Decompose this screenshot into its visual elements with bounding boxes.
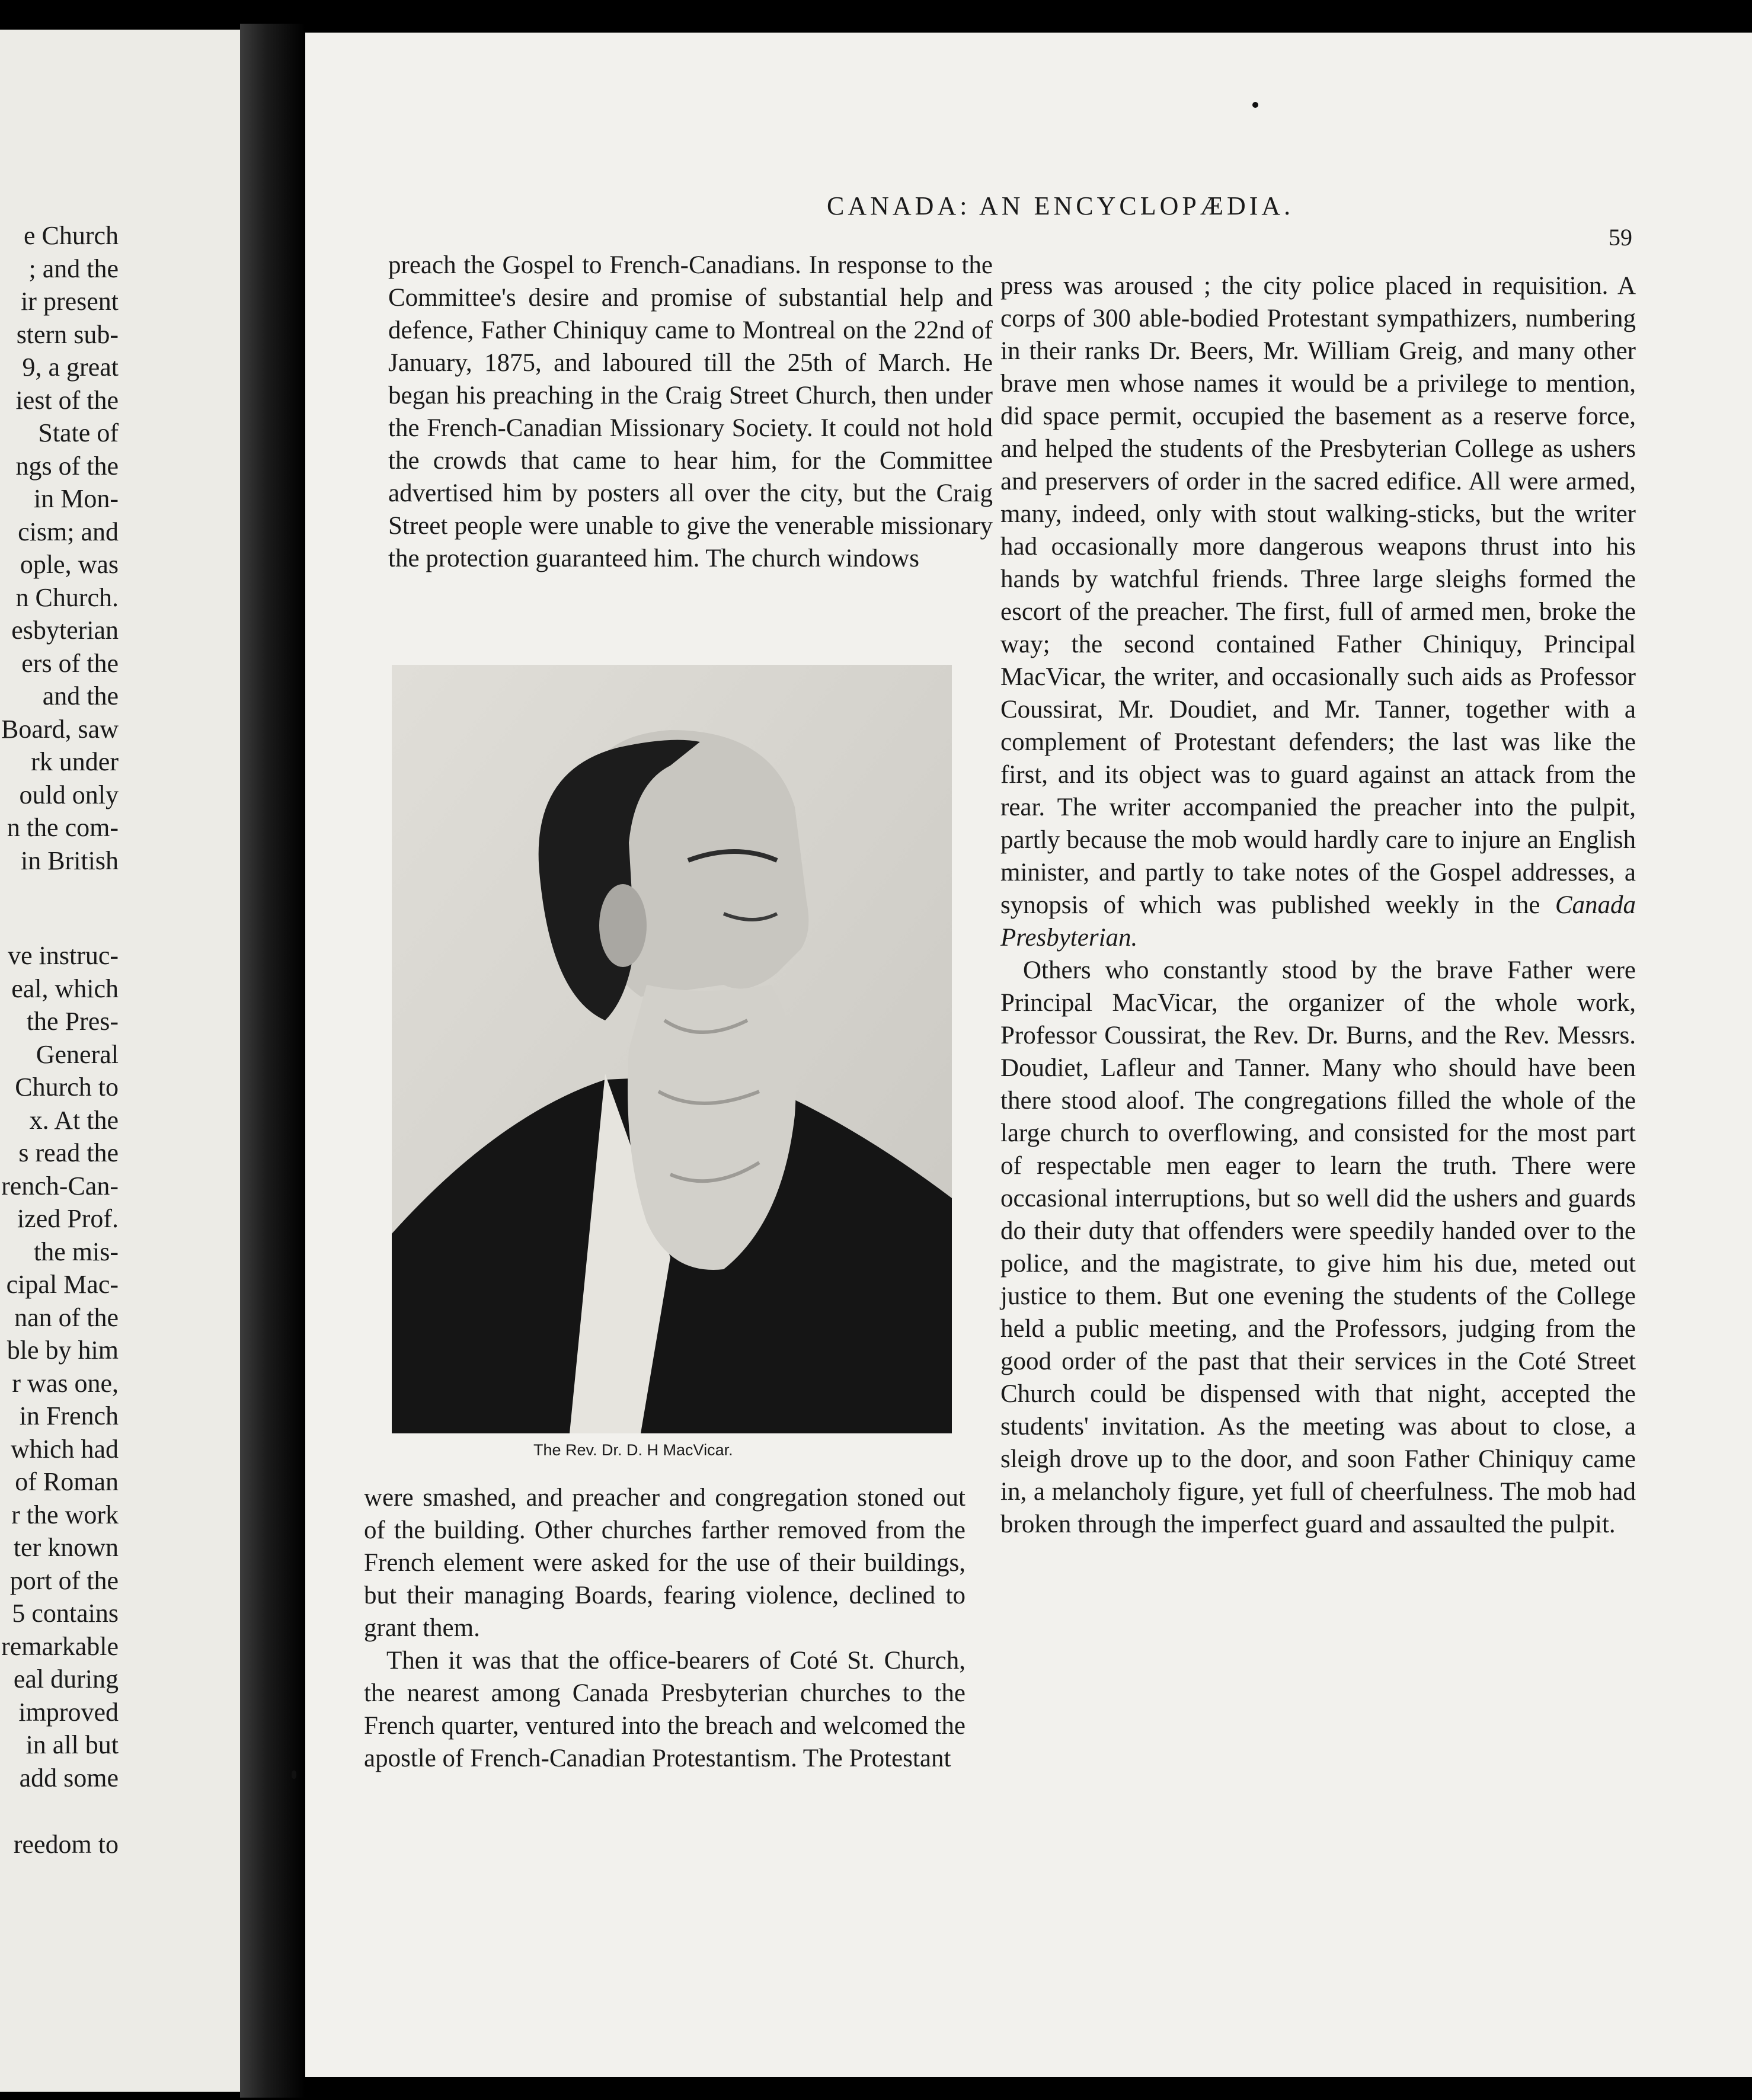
publication-title: Canada Presbyterian.	[1000, 891, 1636, 952]
ink-speck	[1252, 102, 1258, 108]
paragraph-text: press was aroused ; the city police placed in requisition. A corps of 300 able-bodied Protestant sympathizers, numbering in their ranks Dr. Beers, Mr. William Greig, and many other brave men whose names it would be a privilege to mention, did space permit, occupied the basement as a reserve force, and helped the students of the Presbyterian College as ushers and preservers of order in the sacred edifice. All were armed, many, indeed, only with stout walking-sticks, but the writer had occasionally more dangerous weapons thrust into his hands by watchful friends. Three large sleighs formed the escort of the preacher. The first, full of armed men, broke the way; the second contained Father Chiniquy, Principal MacVicar, the writer, and occasionally such aids as Professor Coussirat, Mr. Doudiet, and Mr. Tanner, together with a complement of Protestant defenders; the last was like the first, and its object was to guard against an attack from the rear. The writer accompanied the preacher into the pulpit, partly because the mob would hardly care to injure an English minister, and partly to take notes of the Gospel addresses, a synopsis of which was published weekly in the	[1000, 272, 1636, 919]
facing-page-text-lower: reedom to	[13, 1830, 119, 1859]
paragraph: Then it was that the office-bearers of Coté St. Church, the nearest among Canada Presbyterian churches to the French quarter, ventured into the breach and welcomed the apostle of French-Canadian Protestantism. The Protestant	[364, 1647, 965, 1772]
paragraph	[1000, 270, 1636, 954]
portrait-illustration	[392, 665, 952, 1433]
facing-page-text-middle: ve instruc- eal, which the Pres- General Church to x. At the s read the rench-Can- ized Prof. the mis- cipal Mac- nan of the ble by him r was one, in French which had of Roman r the work ter known port of the 5 contains remarkable eal during improved in all but add some	[1, 941, 119, 1792]
facing-page-fragment	[0, 30, 240, 2092]
column-left-top	[388, 249, 993, 575]
paragraph: preach the Gospel to French-Canadians. In response to the Committee's desire and promise of substantial help and defence, Father Chiniquy came to Montreal on the 22nd of January, 1875, and laboured till the 25th of March. He began his preaching in the Craig Street Church, then under the French-Canadian Missionary Society. It could not hold the crowds that came to hear him, for the Committee advertised him by posters all over the city, but the Craig Street people were unable to give the venerable missionary the protection guaranteed him. The church windows	[388, 251, 993, 572]
portrait-caption: The Rev. Dr. D. H MacVicar.	[533, 1441, 733, 1459]
column-right	[1000, 270, 1636, 1541]
column-left-bottom	[364, 1481, 965, 1775]
book-gutter-shadow	[240, 24, 305, 2098]
portrait-photo	[392, 665, 952, 1433]
running-title: CANADA: AN ENCYCLOPÆDIA.	[827, 191, 1294, 220]
ink-speck	[292, 1771, 296, 1779]
paragraph: Others who constantly stood by the brave Father were Principal MacVicar, the organizer of the whole work, Professor Coussirat, the Rev. Dr. Burns, and the Rev. Messrs. Doudiet, Lafleur and Tanner. Many who should have been there stood aloof. The congregations filled the whole of the large church to overflowing, and consisted for the most part of respectable men eager to learn the truth. There were occasional interruptions, but so well did the ushers and guards do their duty that offenders were speedily handed over to the police, and the magistrate, to give him his due, meted out justice to them. But one evening the students of the College held a public meeting, and the Professors, judging from the good order of the past that their services in the Coté Street Church could be dispensed with that night, accepted the students' invitation. As the meeting was about to close, a sleigh drove up to the door, and soon Father Chiniquy came in, a melancholy figure, yet full of cheerfulness. The mob had broken through the imperfect guard and assaulted the pulpit.	[1000, 956, 1636, 1538]
paragraph: were smashed, and preacher and congregation stoned out of the building. Other churches farther removed from the French element were asked for the use of their buildings, but their managing Boards, fearing violence, declined to grant them.	[364, 1484, 965, 1642]
facing-page-text-upper: e Church ; and the ir present stern sub- 9, a great iest of the State of ngs of the in Mon- cism; and ople, was n Church. esbyterian ers of the and the Board, saw rk under ould only n the com- in British	[1, 221, 119, 875]
page-number: 59	[1609, 224, 1632, 251]
